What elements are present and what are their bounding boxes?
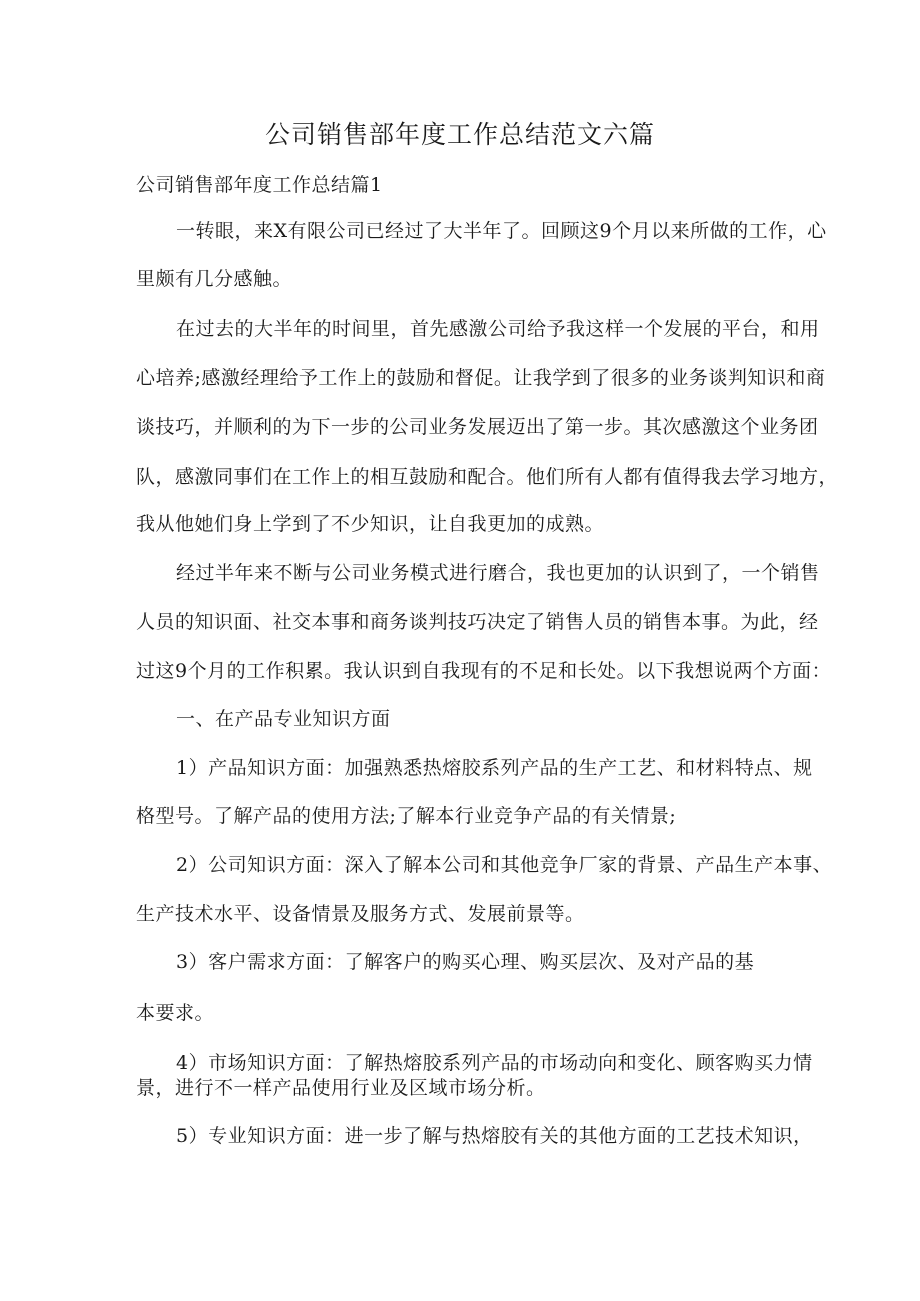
text-line: 心培养;感激经理给予工作上的鼓励和督促。让我学到了很多的业务谈判知识和商 [136, 367, 826, 389]
text-line: 在过去的大半年的时间里，首先感激公司给予我这样一个发展的平台，和用 [176, 318, 820, 340]
list-item: 4）市场知识方面：了解热熔胶系列产品的市场动向和变化、顾客购买力情 [176, 1052, 813, 1074]
list-item: 景，进行不一样产品使用行业及区域市场分析。 [136, 1077, 546, 1099]
list-item: 1）产品知识方面：加强熟悉热熔胶系列产品的生产工艺、和材料特点、规 [176, 757, 813, 779]
list-item: 格型号。了解产品的使用方法;了解本行业竞争产品的有关情景; [136, 805, 677, 827]
text-line: 人员的知识面、社交本事和商务谈判技巧决定了销售人员的销售本事。为此，经 [136, 611, 819, 633]
section-heading: 公司销售部年度工作总结篇1 [136, 174, 383, 196]
list-item: 生产技术水平、设备情景及服务方式、发展前景等。 [136, 903, 585, 925]
text-line: 一转眼，来X有限公司已经过了大半年了。回顾这9个月以来所做的工作，心 [176, 220, 827, 242]
text-line: 过这9个月的工作积累。我认识到自我现有的不足和长处。以下我想说两个方面： [136, 660, 832, 682]
text-line: 我从他她们身上学到了不少知识，让自我更加的成熟。 [136, 513, 605, 535]
list-item: 本要求。 [136, 1002, 215, 1024]
list-heading: 一、在产品专业知识方面 [176, 708, 391, 730]
list-item: 2）公司知识方面：深入了解本公司和其他竞争厂家的背景、产品生产本事、 [176, 854, 833, 876]
text-line: 谈技巧，并顺利的为下一步的公司业务发展迈出了第一步。其次感激这个业务团 [136, 416, 819, 438]
list-item: 5）专业知识方面：进一步了解与热熔胶有关的其他方面的工艺技术知识， [176, 1125, 813, 1147]
document-title: 公司销售部年度工作总结范文六篇 [264, 120, 655, 149]
text-line: 里颇有几分感触。 [136, 268, 293, 290]
list-item: 3）客户需求方面：了解客户的购买心理、购买层次、及对产品的基 [176, 951, 755, 973]
text-line: 队，感激同事们在工作上的相互鼓励和配合。他们所有人都有值得我去学习地方， [136, 466, 839, 488]
text-line: 经过半年来不断与公司业务模式进行磨合，我也更加的认识到了，一个销售 [176, 562, 820, 584]
